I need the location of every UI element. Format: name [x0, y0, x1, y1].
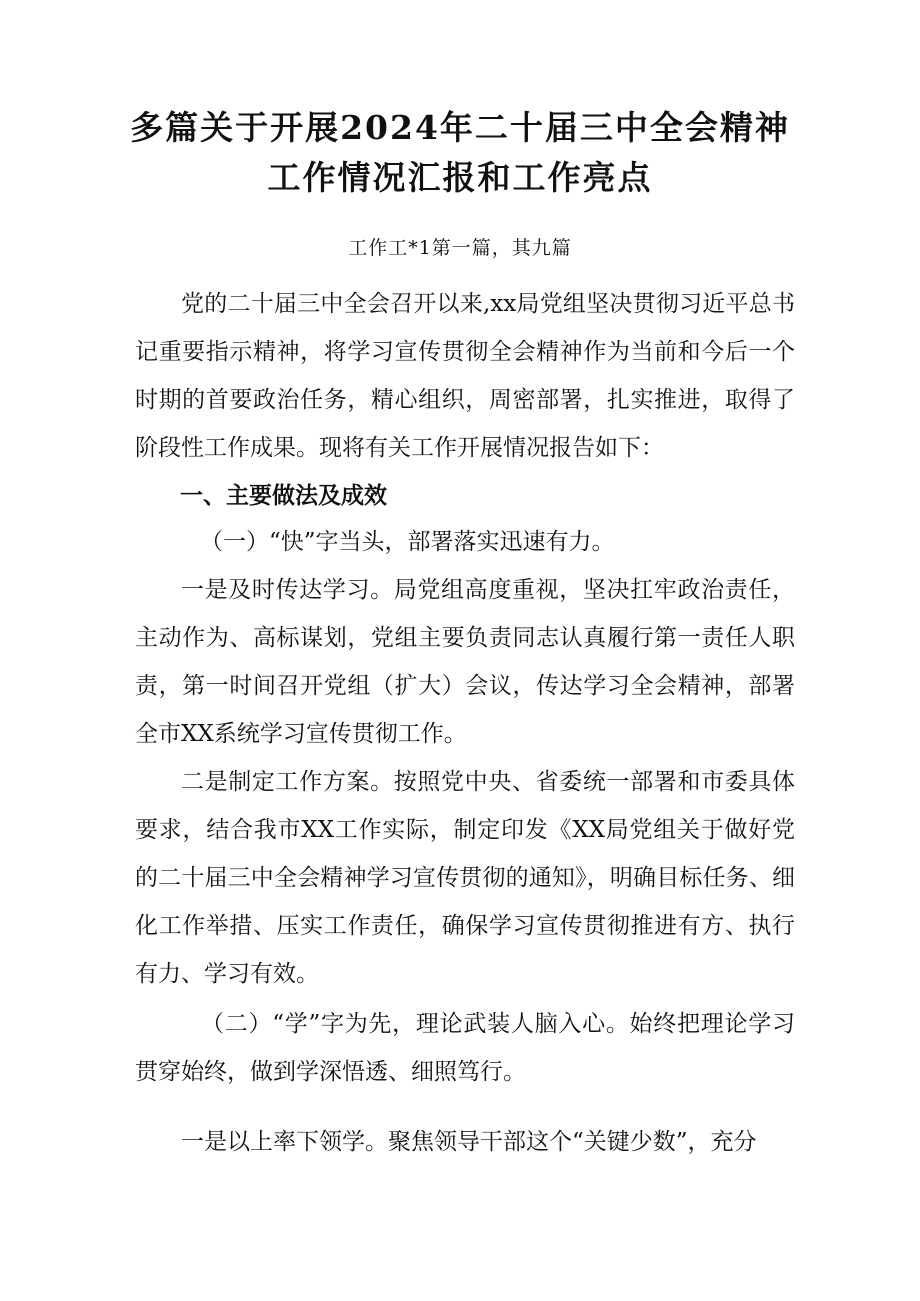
intro-paragraph: 党的二十届三中全会召开以来,xx局党组坚决贯彻习近平总书记重要指示精神，将学习宣传贯彻全会精神作为当前和今后一个时期的首要政治任务，精心组织，周密部署，扎实推进，取得了阶段性工作成果。现将有关工作开展情况报告如下： [135, 291, 795, 461]
subsection-heading: （一）“快”字当头，部署落实迅速有力。 [200, 529, 615, 555]
document-title-line-2: 工作情况汇报和工作亮点 [267, 158, 653, 197]
document-title-line-1: 多篇关于开展2024年二十届三中全会精神 [130, 108, 790, 147]
body-paragraph: 一是及时传达学习。局党组高度重视，坚决扛牢政治责任，主动作为、高标谋划，党组主要负责同志认真履行第一责任人职责，第一时间召开党组（扩大）会议，传达学习全会精神，部署全市XX系统学习宣传贯彻工作。 [135, 577, 795, 747]
body-paragraph: （二）“学”字为先，理论武装人脑入心。始终把理论学习贯穿始终，做到学深悟透、细照笃行。 [135, 1011, 795, 1085]
document-subtitle: 工作工*1第一篇，其九篇 [348, 237, 572, 259]
section-heading: 一、主要做法及成效 [180, 483, 387, 509]
body-paragraph: 一是以上率下领学。聚焦领导干部这个“关键少数”，充分 [181, 1129, 757, 1155]
body-paragraph: 二是制定工作方案。按照党中央、省委统一部署和市委具体要求，结合我市XX工作实际，制定印发《XX局党组关于做好党的二十届三中全会精神学习宣传贯彻的通知》，明确目标任务、细化工作举措、压实工作责任，确保学习宣传贯彻推进有方、执行有力、学习有效。 [135, 769, 795, 987]
